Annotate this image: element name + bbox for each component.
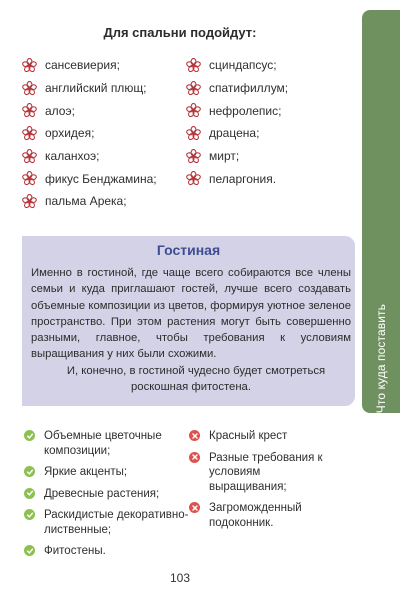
plant-name: спатифиллум; xyxy=(209,81,289,96)
plant-list-item xyxy=(186,54,288,77)
flower-bullet-icon xyxy=(22,103,37,118)
check-icon xyxy=(24,488,35,499)
check-icon xyxy=(24,466,35,477)
plant-name: орхидея; xyxy=(45,126,95,141)
living-room-title: Гостиная xyxy=(156,242,221,258)
not-recommended-item xyxy=(187,451,337,495)
plant-list-item xyxy=(22,77,157,100)
flower-bullet-icon xyxy=(22,81,37,96)
living-room-paragraph: И, конечно, в гостиной чудесно будет смотреться роскошная фитостена. xyxy=(66,364,326,394)
bedroom-heading: Для спальни подойдут: xyxy=(103,25,257,40)
living-room-box xyxy=(22,236,355,406)
recommended-item xyxy=(22,465,192,480)
plant-name: английский плющ; xyxy=(45,81,147,96)
plant-list-item xyxy=(22,167,157,190)
check-icon xyxy=(24,430,35,441)
list-item-text: Яркие акценты; xyxy=(44,466,128,478)
not-recommended-list xyxy=(187,429,337,537)
flower-bullet-icon xyxy=(186,171,201,186)
plant-list-item xyxy=(22,122,157,145)
list-item-text: Объемные цветочные композиции; xyxy=(44,430,162,457)
plant-name: нефролепис; xyxy=(209,103,282,118)
list-item-text: Фитостены. xyxy=(44,545,106,557)
recommended-item xyxy=(22,487,192,502)
list-item-text: Древесные растения; xyxy=(44,487,160,500)
plant-list-item xyxy=(22,145,157,168)
cross-icon xyxy=(189,452,200,463)
plant-name: сансевиерия; xyxy=(45,58,120,73)
plant-list-item xyxy=(186,99,288,122)
flower-bullet-icon xyxy=(186,58,201,73)
list-item-text: Раскидистые декоративно-лиственные; xyxy=(44,509,189,536)
flower-bullet-icon xyxy=(22,149,37,164)
recommended-list xyxy=(22,429,192,566)
plant-name: каланхоэ; xyxy=(45,149,100,164)
flower-bullet-icon xyxy=(22,58,37,73)
plant-name: драцена; xyxy=(209,126,260,141)
plant-list-item xyxy=(186,122,288,145)
not-recommended-item xyxy=(187,429,337,444)
plant-list-item xyxy=(186,167,288,190)
cross-icon xyxy=(189,502,200,513)
plant-name: сциндапсус; xyxy=(209,58,277,73)
recommended-item xyxy=(22,544,192,559)
flower-bullet-icon xyxy=(22,126,37,141)
recommended-item xyxy=(22,508,192,537)
bedroom-plant-list-right xyxy=(186,54,288,190)
list-item-text: Загроможденный подоконник. xyxy=(209,502,302,529)
flower-bullet-icon xyxy=(186,103,201,118)
chapter-tab-label: Что куда поставить xyxy=(374,303,388,413)
bedroom-plant-list-left xyxy=(22,54,157,213)
chapter-side-tab xyxy=(362,10,400,413)
plant-list-item xyxy=(22,190,157,213)
flower-bullet-icon xyxy=(186,81,201,96)
plant-name: фикус Бенджамина; xyxy=(45,171,157,186)
page-number: 103 xyxy=(169,571,191,585)
plant-name: пальма Арека; xyxy=(45,194,127,209)
not-recommended-item xyxy=(187,501,337,530)
plant-list-item xyxy=(22,54,157,77)
plant-list-item xyxy=(186,77,288,100)
living-room-text xyxy=(31,265,351,395)
check-icon xyxy=(24,545,35,556)
plant-list-item xyxy=(22,99,157,122)
flower-bullet-icon xyxy=(186,149,201,164)
plant-name: алоэ; xyxy=(45,103,75,118)
plant-name: мирт; xyxy=(209,149,240,164)
flower-bullet-icon xyxy=(22,194,37,209)
flower-bullet-icon xyxy=(22,171,37,186)
check-icon xyxy=(24,509,35,520)
plant-list-item xyxy=(186,145,288,168)
living-room-paragraph: Именно в гостиной, где чаще всего собираются все члены семьи и куда приглашают гостей, лучше всего создавать объемные композиции из цветов, формируя уютное зеленое пространство. При этом растения могут быть совершенно разными, главное, чтобы требования к условиям выращивания у них были схожими. xyxy=(31,267,351,361)
cross-icon xyxy=(189,430,200,441)
list-item-text: Красный крест xyxy=(209,430,288,442)
flower-bullet-icon xyxy=(186,126,201,141)
recommended-item xyxy=(22,429,192,458)
plant-name: пеларгония. xyxy=(209,171,277,186)
list-item-text: Разные требования к условиям выращивания; xyxy=(209,451,323,493)
